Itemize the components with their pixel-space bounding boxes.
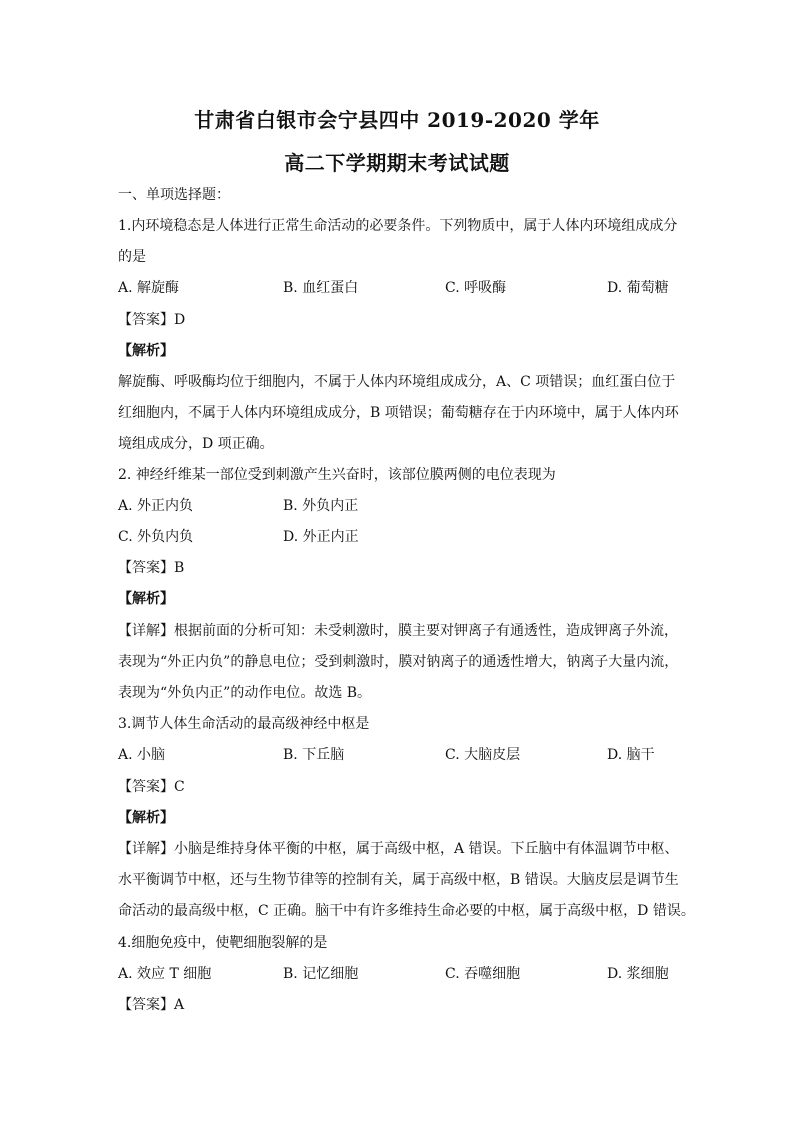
option-c: C. 大脑皮层 xyxy=(445,747,521,763)
option-a: A. 外正内负 xyxy=(118,498,194,514)
analysis-text: 【详解】小脑是维持身体平衡的中枢，属于高级中枢，A 错误。下丘脑中有体温调节中枢、 xyxy=(118,841,679,857)
option-a: A. 小脑 xyxy=(118,747,166,763)
question-stem: 1.内环境稳态是人体进行正常生命活动的必要条件。下列物质中，属于人体内环境组成成分 xyxy=(118,218,678,234)
answer-line: 【答案】B xyxy=(118,560,185,576)
analysis-text: 红细胞内，不属于人体内环境组成成分，B 项错误；葡萄糖存在于内环境中，属于人体内环 xyxy=(118,405,679,421)
option-d: D. 葡萄糖 xyxy=(607,280,669,296)
option-a: A. 解旋酶 xyxy=(118,280,180,296)
document-title-line2: 高二下学期期末考试试题 xyxy=(284,151,510,175)
answer-line: 【答案】C xyxy=(118,779,185,795)
analysis-text: 命活动的最高级中枢，C 正确。脑干中有许多维持生命必要的中枢，属于高级中枢，D 错误。 xyxy=(118,903,695,919)
analysis-label: 【解析】 xyxy=(118,591,174,607)
question-stem: 的是 xyxy=(118,249,146,265)
question-stem: 3.调节人体生命活动的最高级神经中枢是 xyxy=(118,716,370,732)
document-title-line1: 甘肃省白银市会宁县四中 2019-2020 学年 xyxy=(194,108,600,132)
analysis-text: 解旋酶、呼吸酶均位于细胞内，不属于人体内环境组成成分，A、C 项错误；血红蛋白位于 xyxy=(118,374,676,390)
option-b: B. 外负内正 xyxy=(283,498,359,514)
answer-line: 【答案】D xyxy=(118,312,186,328)
option-a: A. 效应 T 细胞 xyxy=(118,966,212,982)
option-c: C. 外负内负 xyxy=(118,529,194,545)
analysis-text: 表现为“外正内负”的静息电位；受到刺激时，膜对钠离子的通透性增大，钠离子大量内流， xyxy=(118,654,679,670)
analysis-text: 【详解】根据前面的分析可知：未受刺激时，膜主要对钾离子有通透性，造成钾离子外流， xyxy=(118,623,678,639)
option-d: D. 外正内正 xyxy=(283,529,359,545)
option-d: D. 浆细胞 xyxy=(607,966,669,982)
option-b: B. 记忆细胞 xyxy=(283,966,359,982)
option-d: D. 脑干 xyxy=(607,747,655,763)
answer-line: 【答案】A xyxy=(118,997,185,1013)
option-c: C. 呼吸酶 xyxy=(445,280,507,296)
analysis-text: 境组成成分，D 项正确。 xyxy=(118,436,274,452)
option-b: B. 下丘脑 xyxy=(283,747,345,763)
analysis-text: 表现为“外负内正”的动作电位。故选 B。 xyxy=(118,685,372,701)
question-stem: 2. 神经纤维某一部位受到刺激产生兴奋时，该部位膜两侧的电位表现为 xyxy=(118,467,556,483)
option-c: C. 吞噬细胞 xyxy=(445,966,521,982)
option-b: B. 血红蛋白 xyxy=(283,280,359,296)
analysis-text: 水平衡调节中枢，还与生物节律等的控制有关，属于高级中枢，B 错误。大脑皮层是调节生 xyxy=(118,872,679,888)
section-heading: 一、单项选择题： xyxy=(118,187,230,203)
analysis-label: 【解析】 xyxy=(118,343,174,359)
question-stem: 4.细胞免疫中，使靶细胞裂解的是 xyxy=(118,935,328,951)
analysis-label: 【解析】 xyxy=(118,810,174,826)
